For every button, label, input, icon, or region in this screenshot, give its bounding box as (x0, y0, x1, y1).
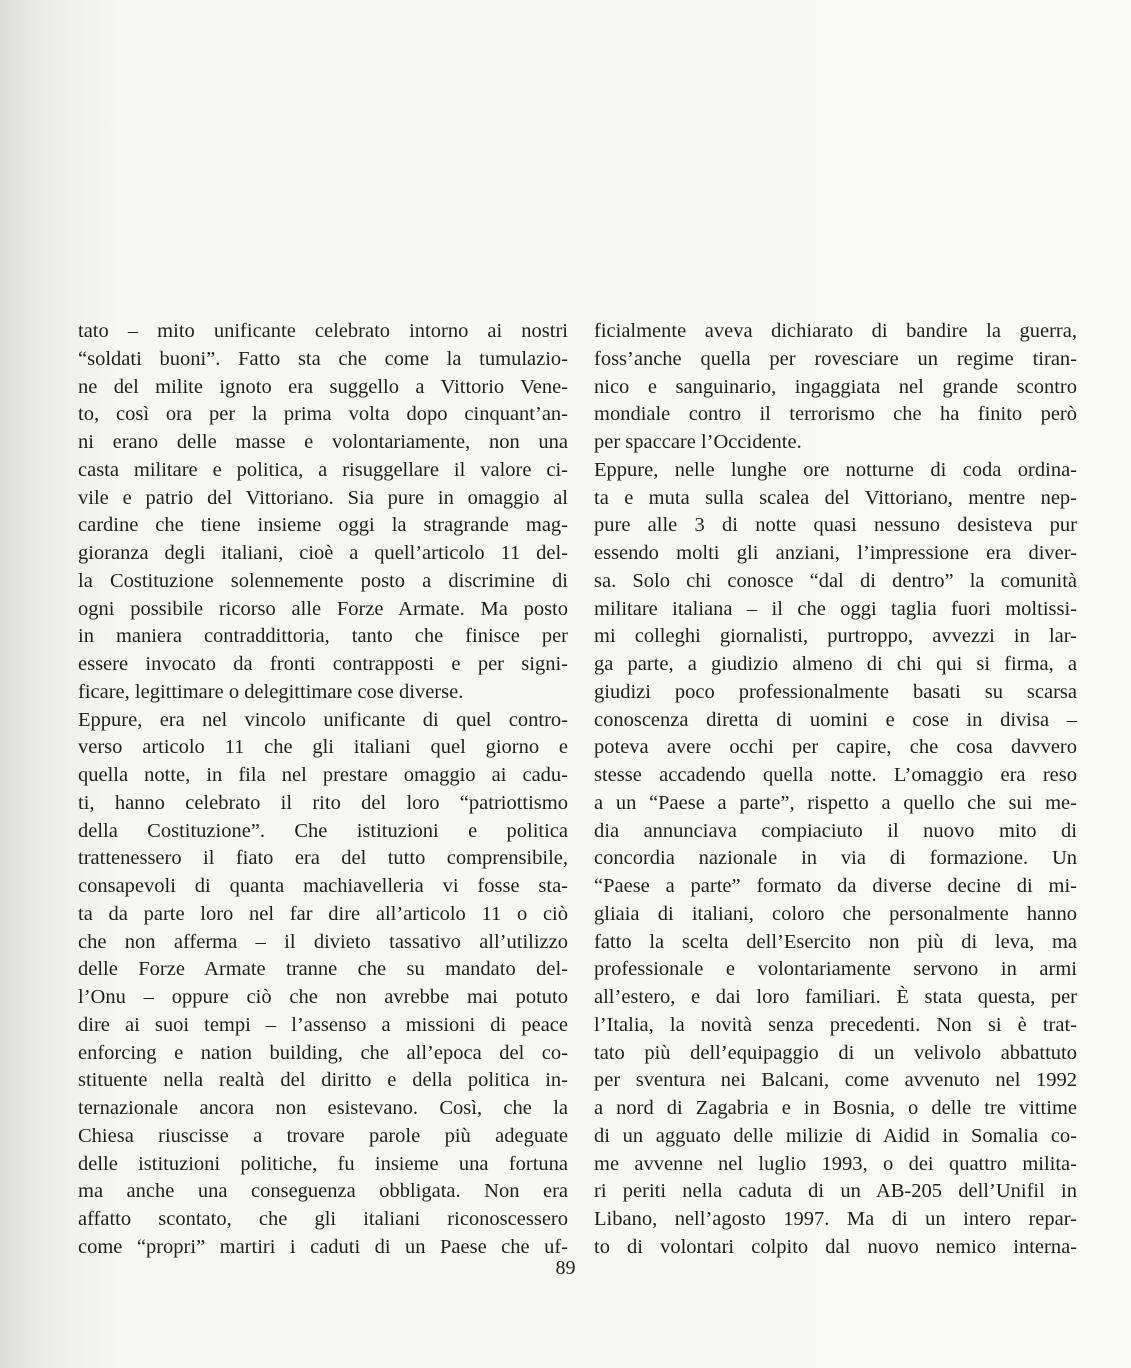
text-line: stesse accadendo quella notte. L’omaggio era reso (594, 764, 1077, 786)
text-line: essendo molti gli anziani, l’impressione era diver- (594, 542, 1077, 564)
text-line: enforcing e nation building, che all’epoca del co- (78, 1041, 568, 1064)
text-line: per spaccare l’Occidente. (594, 431, 802, 453)
text-line: affatto scontato, che gli italiani riconoscessero (78, 1208, 568, 1230)
text-line: “Paese a parte” formato da diverse decine di mi- (594, 875, 1077, 897)
text-line: ti, hanno celebrato il rito del loro “patriottismo (78, 791, 568, 814)
text-line: gliaia di italiani, coloro che personalmente hanno (594, 902, 1077, 925)
text-line: nico e sanguinario, ingaggiata nel grande scontro (594, 375, 1077, 398)
text-line: ta e muta sulla scalea del Vittoriano, mentre nep- (594, 486, 1077, 509)
text-line: quella notte, in fila nel prestare omaggio ai cadu- (78, 764, 568, 786)
text-line: la Costituzione solennemente posto a discrimine di (78, 569, 568, 592)
text-line: to, così ora per la prima volta dopo cinquant’an- (78, 403, 568, 426)
text-line: cardine che tiene insieme oggi la stragrande mag- (78, 514, 568, 537)
text-line: all’estero, e dai loro familiari. È stata questa, per (594, 986, 1077, 1008)
text-line: a un “Paese a parte”, rispetto a quello che sui me- (594, 791, 1077, 814)
text-line: tato – mito unificante celebrato intorno ai nostri (78, 320, 568, 342)
text-line: foss’anche quella per rovesciare un regime tiran- (594, 347, 1077, 370)
text-line: pure alle 3 di notte quasi nessuno desisteva pur (594, 514, 1077, 537)
text-line: poteva avere occhi per capire, che cosa davvero (594, 736, 1077, 759)
text-line: consapevoli di quanta machiavelleria vi fosse sta- (78, 875, 568, 897)
text-line: mi colleghi giornalisti, purtroppo, avvezzi in lar- (594, 625, 1077, 648)
text-line: ga parte, a giudizio almeno di chi qui si firma, a (594, 653, 1077, 675)
text-line: Eppure, era nel vincolo unificante di quel contro- (78, 708, 568, 731)
text-line: l’Italia, la novità senza precedenti. Non si è trat- (594, 1013, 1077, 1036)
text-line: vile e patrio del Vittoriano. Sia pure in omaggio al (78, 486, 568, 509)
text-line: ficare, legittimare o delegittimare cose diverse. (78, 680, 464, 703)
text-line: della Costituzione”. Che istituzioni e politica (78, 819, 568, 842)
text-line: l’Onu – oppure ciò che non avrebbe mai potuto (78, 986, 568, 1008)
text-line: giudizi poco professionalmente basati su scarsa (594, 680, 1077, 703)
text-line: delle istituzioni politiche, fu insieme una fortuna (78, 1152, 568, 1175)
text-line: ma anche una conseguenza obbligata. Non era (78, 1180, 568, 1203)
text-line: come “propri” martiri i caduti di un Paese che uf- (78, 1235, 568, 1258)
text-line: tato più dell’equipaggio di un velivolo abbattuto (594, 1041, 1077, 1064)
text-line: trattenessero il fiato era del tutto comprensibile, (78, 847, 568, 870)
text-line: per sventura nei Balcani, come avvenuto nel 1992 (594, 1069, 1077, 1092)
text-line: ogni possibile ricorso alle Forze Armate. Ma posto (78, 597, 568, 620)
text-line: militare italiana – il che oggi taglia fuori moltissi- (594, 597, 1077, 620)
text-line: Eppure, nelle lunghe ore notturne di coda ordina- (594, 458, 1077, 481)
text-line: ternazionale ancora non esistevano. Così, che la (78, 1097, 568, 1119)
text-line: conoscenza diretta di uomini e cose in divisa – (594, 708, 1077, 731)
text-line: fatto la scelta dell’Esercito non più di leva, ma (594, 930, 1077, 953)
text-line: mondiale contro il terrorismo che ha finito però (594, 403, 1077, 426)
text-line: dia annunciava compiaciuto il nuovo mito di (594, 819, 1077, 842)
text-line: di un agguato delle milizie di Aidid in Somalia co- (594, 1124, 1077, 1147)
text-line: Libano, nell’agosto 1997. Ma di un intero repar- (594, 1208, 1077, 1230)
text-line: stituente nella realtà del diritto e della politica in- (78, 1069, 568, 1092)
text-line: Chiesa riuscisse a trovare parole più adeguate (78, 1124, 568, 1147)
text-line: ni erano delle masse e volontariamente, non una (78, 431, 568, 453)
text-line: essere invocato da fronti contrapposti e per signi- (78, 653, 568, 675)
text-line: casta militare e politica, a risuggellare il valore ci- (78, 458, 568, 481)
page-number: 89 (555, 1257, 576, 1279)
text-line: che non afferma – il divieto tassativo all’utilizzo (78, 930, 568, 953)
text-line: “soldati buoni”. Fatto sta che come la tumulazio- (78, 347, 568, 370)
text-column-left (78, 318, 568, 1262)
text-line: professionale e volontariamente servono in armi (594, 958, 1077, 981)
text-line: ficialmente aveva dichiarato di bandire la guerra, (594, 320, 1077, 342)
text-line: delle Forze Armate tranne che su mandato del- (78, 958, 568, 981)
text-line: in maniera contraddittoria, tanto che finisce per (78, 625, 568, 648)
text-line: to di volontari colpito dal nuovo nemico interna- (594, 1235, 1077, 1258)
text-line: sa. Solo chi conosce “dal di dentro” la comunità (594, 569, 1077, 592)
text-line: concordia nazionale in via di formazione. Un (594, 847, 1077, 870)
text-column-right (594, 318, 1077, 1262)
text-line: dire ai suoi tempi – l’assenso a missioni di peace (78, 1013, 568, 1036)
text-line: ta da parte loro nel far dire all’articolo 11 o ciò (78, 902, 568, 925)
text-line: a nord di Zagabria e in Bosnia, o delle tre vittime (594, 1097, 1077, 1119)
text-line: ri periti nella caduta di un AB-205 dell’Unifil in (594, 1180, 1077, 1203)
text-line: gioranza degli italiani, cioè a quell’articolo 11 del- (78, 542, 568, 564)
text-line: ne del milite ignoto era suggello a Vittorio Vene- (78, 375, 568, 398)
text-line: me avvenne nel luglio 1993, o dei quattro milita- (594, 1152, 1077, 1175)
text-line: verso articolo 11 che gli italiani quel giorno e (78, 736, 568, 759)
